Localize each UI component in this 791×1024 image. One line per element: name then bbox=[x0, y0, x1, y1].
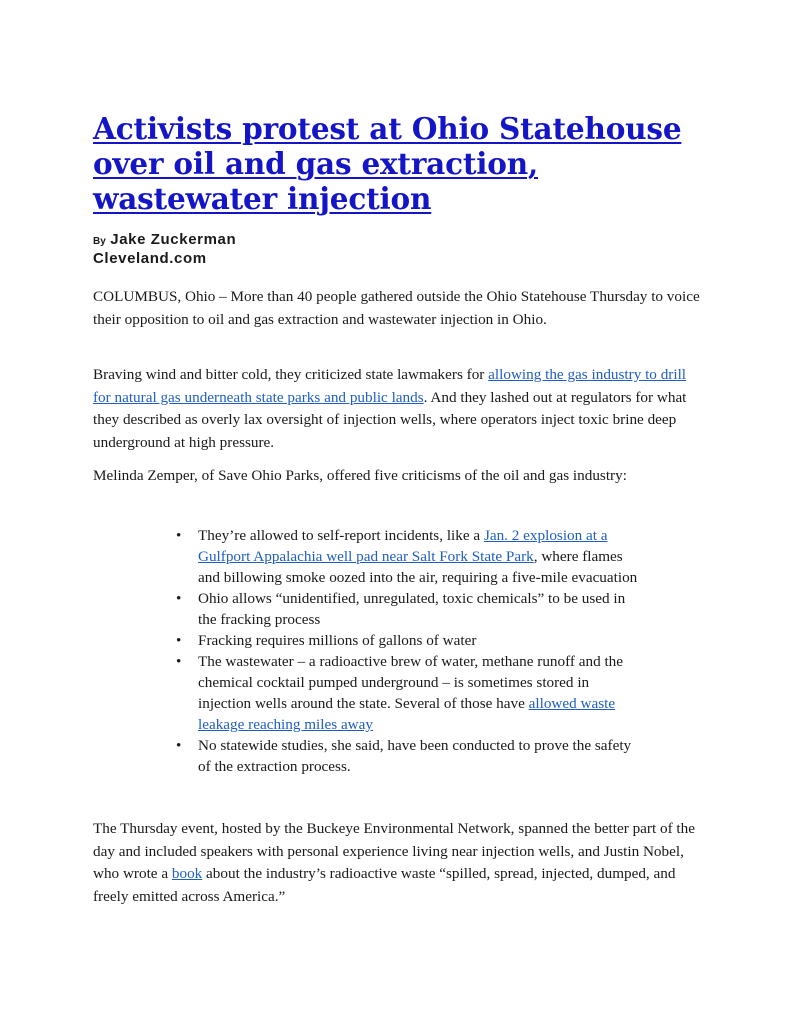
list-item-text: Fracking requires millions of gallons of water bbox=[198, 632, 477, 649]
bullet-marker: • bbox=[176, 653, 182, 670]
byline bbox=[93, 231, 236, 268]
paragraph-criticisms-intro: Melinda Zemper, of Save Ohio Parks, offered five criticisms of the oil and gas industry: bbox=[93, 467, 627, 484]
headline-link[interactable]: Activists protest at Ohio Statehouse over oil and gas extraction, wastewater injection bbox=[93, 111, 682, 216]
explosion-link[interactable]: Jan. 2 explosion at a Gulfport Appalachia well pad near Salt Fork State Park bbox=[198, 527, 608, 565]
criticisms-list bbox=[174, 525, 644, 777]
bullet-marker: • bbox=[176, 632, 182, 649]
article-headline bbox=[93, 111, 713, 216]
list-item-text: Ohio allows “unidentified, unregulated, toxic chemicals” to be used in the fracking process bbox=[198, 590, 626, 628]
byline-by: By bbox=[93, 236, 106, 247]
list-item bbox=[174, 525, 644, 588]
paragraph-text: Braving wind and bitter cold, they criticized state lawmakers for bbox=[93, 366, 489, 383]
paragraph-text: about the industry’s radioactive waste “spilled, spread, injected, dumped, and freely emitted across America.” bbox=[93, 865, 676, 905]
bullet-marker: • bbox=[176, 590, 182, 607]
waste-leakage-link[interactable]: allowed waste leakage reaching miles away bbox=[198, 695, 616, 733]
list-item-text: The wastewater – a radioactive brew of water, methane runoff and the chemical cocktail pumped underground – is sometimes stored in injection wells around the state. Several of those have bbox=[198, 653, 624, 712]
byline-publication: Cleveland.com bbox=[93, 250, 207, 267]
list-item-text: They’re allowed to self-report incidents, like a bbox=[198, 527, 484, 544]
paragraph-lawmakers bbox=[93, 364, 703, 454]
state-parks-link[interactable]: allowing the gas industry to drill for natural gas underneath state parks and public lands bbox=[93, 366, 687, 406]
book-link[interactable]: book bbox=[171, 865, 203, 882]
list-item bbox=[174, 651, 644, 735]
byline-author: Jake Zuckerman bbox=[110, 231, 237, 248]
list-item-text: No statewide studies, she said, have been conducted to prove the safety of the extraction process. bbox=[198, 737, 632, 775]
paragraph-event bbox=[93, 818, 703, 908]
list-item bbox=[174, 735, 644, 777]
list-item bbox=[174, 630, 644, 651]
paragraph-intro: COLUMBUS, Ohio – More than 40 people gathered outside the Ohio Statehouse Thursday to voice their opposition to oil and gas extraction and wastewater injection in Ohio. bbox=[93, 288, 700, 328]
bullet-marker: • bbox=[176, 737, 182, 754]
list-item bbox=[174, 588, 644, 630]
paragraph-text: The Thursday event, hosted by the Buckeye Environmental Network, spanned the better part of the day and included speakers with personal experience living near injection wells, and Justin Nobel, who wrote a bbox=[93, 820, 695, 882]
bullet-marker: • bbox=[176, 527, 182, 544]
list-item-text: , where flames and billowing smoke oozed into the air, requiring a five-mile evacuation bbox=[198, 548, 638, 586]
paragraph-text: . And they lashed out at regulators for what they described as overly lax oversight of injection wells, where operators inject toxic brine deep underground at high pressure. bbox=[93, 388, 687, 451]
